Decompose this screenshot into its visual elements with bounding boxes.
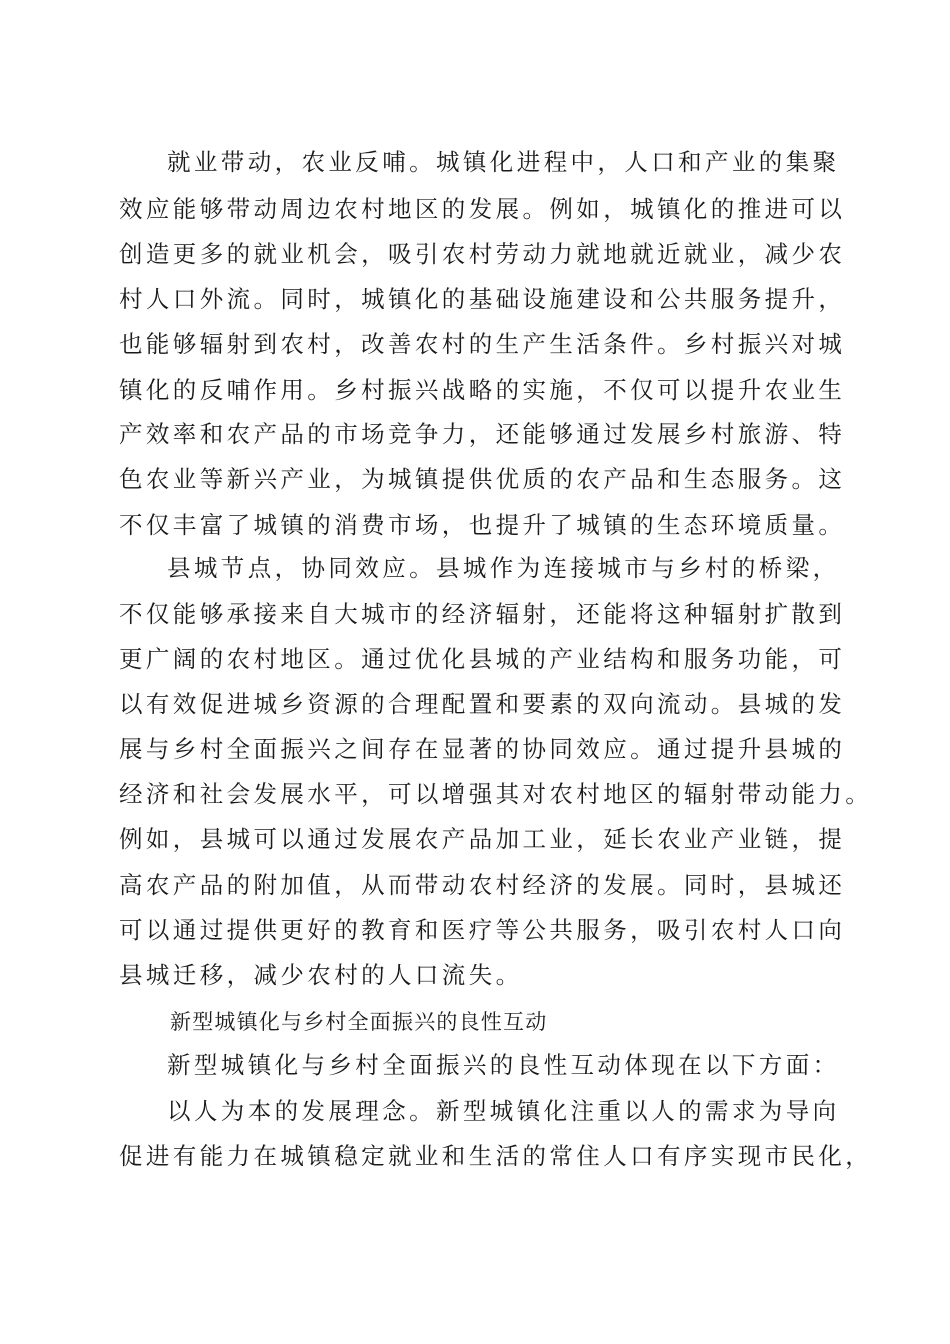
paragraph-2-line-7: 例如，县城可以通过发展农产品加工业，延长农业产业链，提 <box>119 825 846 853</box>
paragraph-1-line-5: 也能够辐射到农村，改善农村的生产生活条件。乡村振兴对城 <box>119 330 846 358</box>
paragraph-1-line-1: 就业带动，农业反哺。城镇化进程中，人口和产业的集聚 <box>167 148 840 176</box>
paragraph-2-line-8: 高农产品的附加值，从而带动农村经济的发展。同时，县城还 <box>119 871 846 899</box>
paragraph-2-line-5: 展与乡村全面振兴之间存在显著的协同效应。通过提升县城的 <box>119 735 846 763</box>
paragraph-4-line-1: 以人为本的发展理念。新型城镇化注重以人的需求为导向 <box>167 1097 840 1125</box>
paragraph-1-line-3: 创造更多的就业机会，吸引农村劳动力就地就近就业，减少农 <box>119 240 846 268</box>
paragraph-2-line-2: 不仅能够承接来自大城市的经济辐射，还能将这种辐射扩散到 <box>119 600 846 628</box>
paragraph-3-line-1: 新型城镇化与乡村全面振兴的良性互动体现在以下方面： <box>167 1051 840 1079</box>
section-heading: 新型城镇化与乡村全面振兴的良性互动 <box>170 1010 548 1034</box>
paragraph-1-line-9: 不仅丰富了城镇的消费市场，也提升了城镇的生态环境质量。 <box>119 511 846 539</box>
paragraph-2-line-10: 县城迁移，减少农村的人口流失。 <box>119 961 523 989</box>
paragraph-2-line-3: 更广阔的农村地区。通过优化县城的产业结构和服务功能，可 <box>119 645 846 673</box>
paragraph-1-line-7: 产效率和农产品的市场竞争力，还能够通过发展乡村旅游、特 <box>119 420 846 448</box>
paragraph-2-line-4: 以有效促进城乡资源的合理配置和要素的双向流动。县城的发 <box>119 690 846 718</box>
paragraph-1-line-8: 色农业等新兴产业，为城镇提供优质的农产品和生态服务。这 <box>119 465 846 493</box>
paragraph-1-line-6: 镇化的反哺作用。乡村振兴战略的实施，不仅可以提升农业生 <box>119 376 846 404</box>
paragraph-1-line-4: 村人口外流。同时，城镇化的基础设施建设和公共服务提升， <box>119 285 846 313</box>
paragraph-2-line-1: 县城节点，协同效应。县城作为连接城市与乡村的桥梁， <box>167 554 840 582</box>
paragraph-4-line-2: 促进有能力在城镇稳定就业和生活的常住人口有序实现市民化， <box>119 1142 873 1170</box>
paragraph-1-line-2: 效应能够带动周边农村地区的发展。例如，城镇化的推进可以 <box>119 195 846 223</box>
paragraph-2-line-6: 经济和社会发展水平，可以增强其对农村地区的辐射带动能力。 <box>119 780 873 808</box>
paragraph-2-line-9: 可以通过提供更好的教育和医疗等公共服务，吸引农村人口向 <box>119 916 846 944</box>
